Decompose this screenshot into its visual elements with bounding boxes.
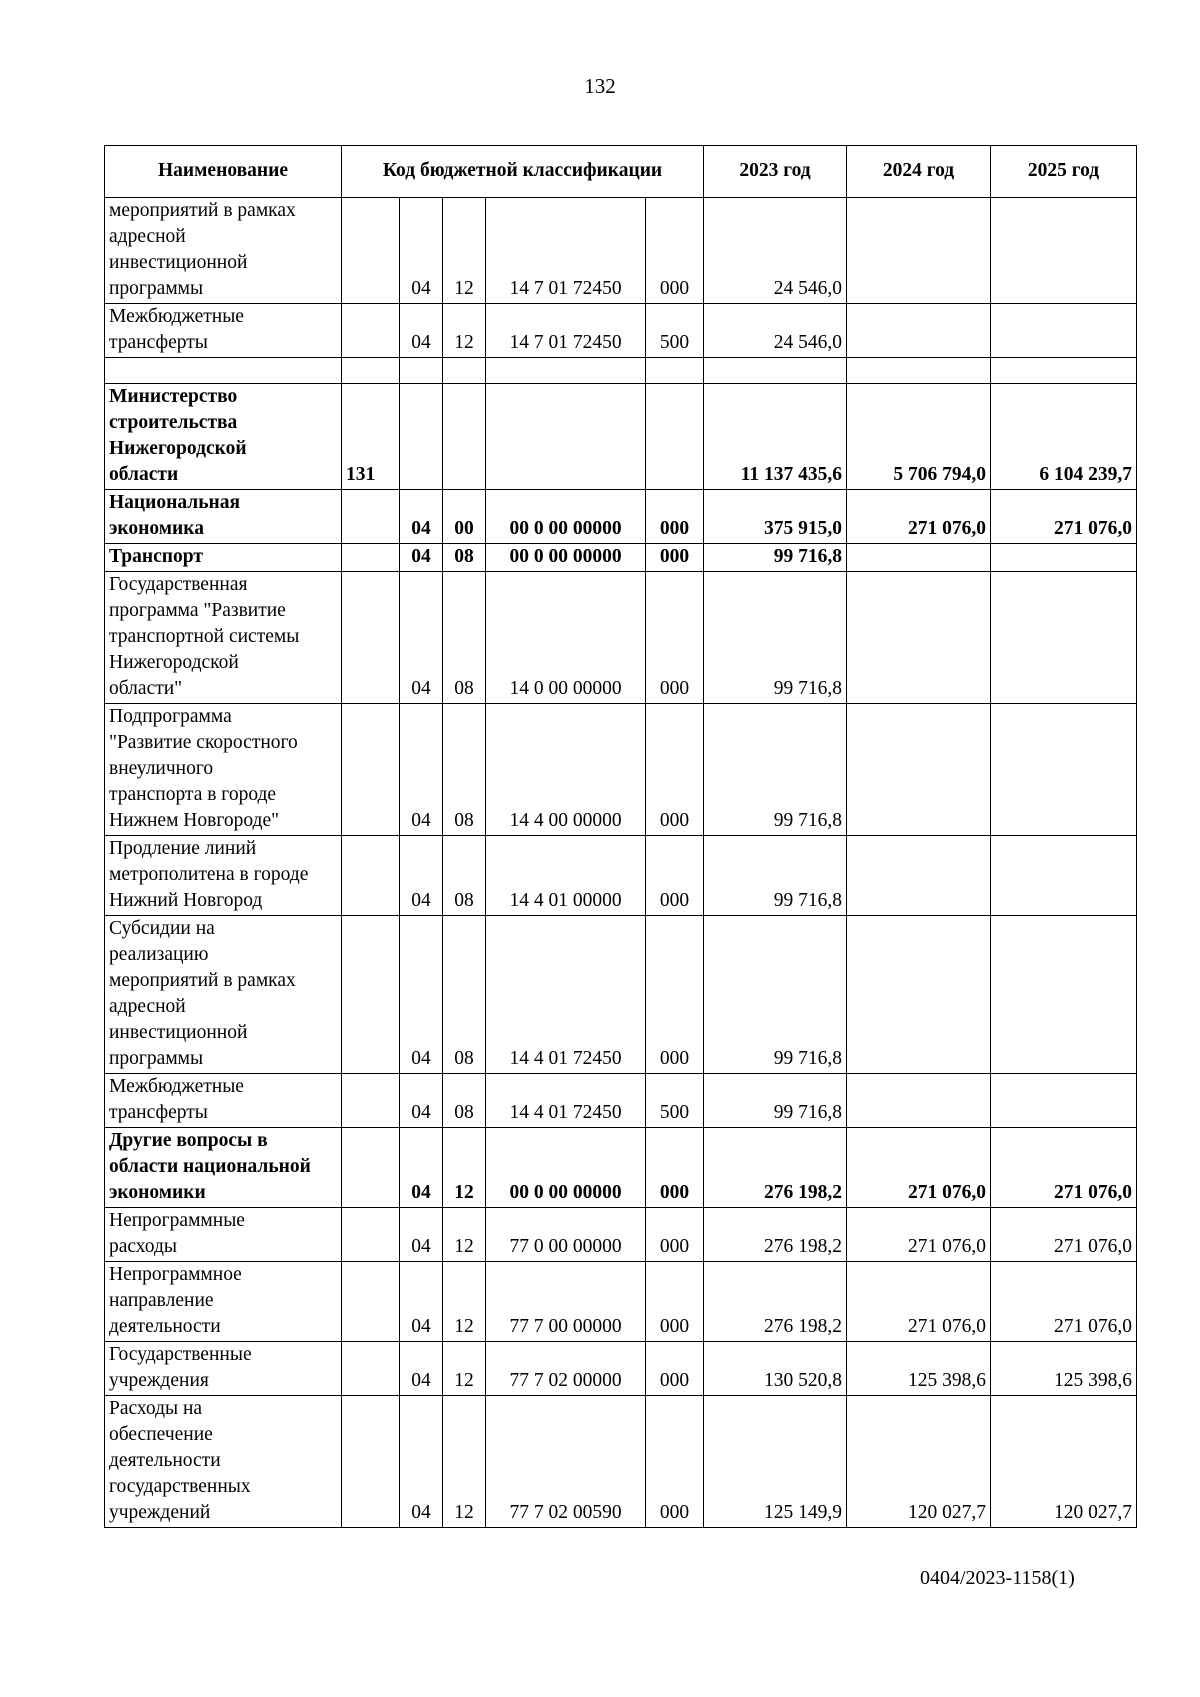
subsection-code: 12 [443,1208,486,1262]
amount-2025 [991,544,1137,572]
amount-2024: 271 076,0 [847,1262,991,1342]
table-row [105,1342,1137,1396]
table-row [105,1262,1137,1342]
expense-type-code: 500 [646,304,704,358]
row-name [105,198,342,304]
amount-2024: 5 706 794,0 [847,384,991,490]
subsection-code: 12 [443,304,486,358]
row-name [105,1262,342,1342]
amount-2025: 271 076,0 [991,1128,1137,1208]
target-article-code: 14 4 01 72450 [486,916,646,1074]
amount-2024: 271 076,0 [847,1208,991,1262]
amount-2023: 99 716,8 [704,704,847,836]
ministry-code [342,1074,400,1128]
ministry-code [342,572,400,704]
row-name-line: экономика [109,518,204,539]
row-name [105,916,342,1074]
ministry-code [342,704,400,836]
empty-cell [646,358,704,384]
amount-2023: 99 716,8 [704,544,847,572]
amount-2025 [991,836,1137,916]
table-row [105,198,1137,304]
amount-2024 [847,836,991,916]
row-name-line: мероприятий в рамках [109,970,296,991]
row-name [105,1074,342,1128]
row-name-line: Межбюджетные [109,306,244,327]
row-name-line: Нижегородской [109,438,247,459]
amount-2024 [847,916,991,1074]
expense-type-code: 000 [646,1262,704,1342]
target-article-code: 00 0 00 00000 [486,490,646,544]
target-article-code: 77 7 00 00000 [486,1262,646,1342]
expense-type-code [646,384,704,490]
row-name-line: Расходы на [109,1398,203,1419]
subsection-code: 08 [443,572,486,704]
ministry-code [342,1342,400,1396]
row-name [105,384,342,490]
row-name-line: программы [109,278,204,299]
expense-type-code: 000 [646,704,704,836]
amount-2024 [847,572,991,704]
target-article-code: 77 7 02 00000 [486,1342,646,1396]
section-code: 04 [400,1396,443,1528]
amount-2023: 99 716,8 [704,572,847,704]
amount-2023: 276 198,2 [704,1128,847,1208]
ministry-code [342,490,400,544]
row-name-line: программа "Развитие [109,600,286,621]
empty-cell [847,358,991,384]
amount-2024 [847,304,991,358]
amount-2023: 24 546,0 [704,198,847,304]
amount-2024 [847,198,991,304]
row-name-line: внеуличного [109,758,214,779]
row-name-line: адресной [109,226,186,247]
row-name-line: направление [109,1290,214,1311]
ministry-code [342,304,400,358]
row-name [105,544,342,572]
header-code: Код бюджетной классификации [342,146,704,198]
header-2024: 2024 год [847,146,991,198]
row-name-line: Транспорт [109,546,203,567]
row-name [105,1128,342,1208]
section-code: 04 [400,490,443,544]
subsection-code: 08 [443,544,486,572]
amount-2025: 271 076,0 [991,1262,1137,1342]
amount-2023: 24 546,0 [704,304,847,358]
row-name-line: области" [109,678,183,699]
amount-2025 [991,198,1137,304]
expense-type-code: 000 [646,544,704,572]
subsection-code: 12 [443,1128,486,1208]
row-name [105,1396,342,1528]
row-name-line: Нижнем Новгороде" [109,810,280,831]
amount-2023: 276 198,2 [704,1208,847,1262]
amount-2025 [991,1074,1137,1128]
amount-2025 [991,916,1137,1074]
amount-2024: 125 398,6 [847,1342,991,1396]
amount-2023: 130 520,8 [704,1342,847,1396]
ministry-code [342,544,400,572]
amount-2023: 125 149,9 [704,1396,847,1528]
empty-cell [486,358,646,384]
row-name-line: области [109,464,179,485]
table-row [105,358,1137,384]
amount-2024: 271 076,0 [847,490,991,544]
section-code: 04 [400,544,443,572]
row-name-line: мероприятий в рамках [109,200,296,221]
section-code: 04 [400,1262,443,1342]
table-row [105,1396,1137,1528]
expense-type-code: 000 [646,490,704,544]
amount-2025 [991,304,1137,358]
row-name-line: Субсидии на [109,918,215,939]
row-name-line: метрополитена в городе [109,864,309,885]
amount-2023: 99 716,8 [704,916,847,1074]
target-article-code: 14 7 01 72450 [486,304,646,358]
empty-cell [342,358,400,384]
row-name-line: обеспечение [109,1424,213,1445]
table-row [105,304,1137,358]
row-name-line: Нижний Новгород [109,890,263,911]
amount-2024: 120 027,7 [847,1396,991,1528]
row-name-line: области национальной [109,1156,311,1177]
ministry-code [342,1396,400,1528]
amount-2023: 99 716,8 [704,1074,847,1128]
header-name: Наименование [105,146,342,198]
row-name [105,490,342,544]
expense-type-code: 000 [646,916,704,1074]
target-article-code: 00 0 00 00000 [486,1128,646,1208]
subsection-code: 08 [443,916,486,1074]
ministry-code [342,836,400,916]
amount-2024: 271 076,0 [847,1128,991,1208]
expense-type-code: 000 [646,572,704,704]
subsection-code: 12 [443,1262,486,1342]
row-name-line: деятельности [109,1450,221,1471]
row-name-line: Национальная [109,492,241,513]
amount-2024 [847,1074,991,1128]
row-name [105,1208,342,1262]
amount-2024 [847,704,991,836]
row-name-line: Непрограммные [109,1210,245,1231]
row-name-line: строительства [109,412,238,433]
row-name-line: учреждений [109,1502,211,1523]
table-row [105,1208,1137,1262]
table-row [105,572,1137,704]
subsection-code: 12 [443,1342,486,1396]
expense-type-code: 000 [646,836,704,916]
amount-2025: 6 104 239,7 [991,384,1137,490]
section-code: 04 [400,916,443,1074]
row-name-line: расходы [109,1236,178,1257]
row-name-line: реализацию [109,944,209,965]
subsection-code: 08 [443,1074,486,1128]
amount-2025 [991,704,1137,836]
section-code: 04 [400,572,443,704]
row-name [105,304,342,358]
expense-type-code: 000 [646,198,704,304]
empty-cell [704,358,847,384]
subsection-code: 08 [443,704,486,836]
row-name-line: трансферты [109,332,208,353]
expense-type-code: 000 [646,1208,704,1262]
target-article-code: 14 4 01 72450 [486,1074,646,1128]
table-row [105,704,1137,836]
ministry-code [342,198,400,304]
row-name-line: Межбюджетные [109,1076,244,1097]
target-article-code: 14 4 00 00000 [486,704,646,836]
row-name [105,704,342,836]
row-name-line: "Развитие скоростного [109,732,298,753]
row-name-line: учреждения [109,1370,209,1391]
row-name-line: Продление линий [109,838,257,859]
target-article-code: 14 4 01 00000 [486,836,646,916]
table-row [105,916,1137,1074]
amount-2024 [847,544,991,572]
table-row [105,490,1137,544]
amount-2025: 271 076,0 [991,1208,1137,1262]
amount-2025: 271 076,0 [991,490,1137,544]
row-name-line: инвестиционной [109,252,248,273]
target-article-code: 00 0 00 00000 [486,544,646,572]
document-code: 0404/2023-1158(1) [920,1567,1075,1589]
target-article-code: 77 0 00 00000 [486,1208,646,1262]
expense-type-code: 500 [646,1074,704,1128]
expense-type-code: 000 [646,1128,704,1208]
target-article-code: 14 0 00 00000 [486,572,646,704]
header-2023: 2023 год [704,146,847,198]
row-name [105,572,342,704]
subsection-code: 12 [443,198,486,304]
row-name-line: инвестиционной [109,1022,248,1043]
row-name-line: Нижегородской [109,652,239,673]
subsection-code: 00 [443,490,486,544]
ministry-code [342,916,400,1074]
row-name-line: государственных [109,1476,251,1497]
row-name-line: Государственные [109,1344,252,1365]
section-code: 04 [400,836,443,916]
table-row [105,544,1137,572]
empty-cell [443,358,486,384]
table-header-row [105,146,1137,198]
target-article-code: 14 7 01 72450 [486,198,646,304]
section-code: 04 [400,304,443,358]
table-row [105,836,1137,916]
row-name-line: трансферты [109,1102,208,1123]
table-row [105,1074,1137,1128]
row-name-line: транспортной системы [109,626,300,647]
table-body [105,198,1137,1528]
amount-2025: 125 398,6 [991,1342,1137,1396]
section-code: 04 [400,1342,443,1396]
row-name-line: Министерство [109,386,238,407]
subsection-code [443,384,486,490]
ministry-code [342,1208,400,1262]
row-name-line: Другие вопросы в [109,1130,268,1151]
table-row [105,384,1137,490]
table-row [105,1128,1137,1208]
page-number: 132 [584,74,616,98]
amount-2023: 375 915,0 [704,490,847,544]
target-article-code: 77 7 02 00590 [486,1396,646,1528]
amount-2023: 11 137 435,6 [704,384,847,490]
amount-2025 [991,572,1137,704]
section-code: 04 [400,1128,443,1208]
target-article-code [486,384,646,490]
row-name [105,836,342,916]
empty-cell [105,358,342,384]
empty-cell [991,358,1137,384]
amount-2025: 120 027,7 [991,1396,1137,1528]
ministry-code [342,1128,400,1208]
row-name-line: адресной [109,996,186,1017]
row-name-line: Непрограммное [109,1264,242,1285]
section-code: 04 [400,198,443,304]
subsection-code: 12 [443,1396,486,1528]
amount-2023: 99 716,8 [704,836,847,916]
row-name [105,1342,342,1396]
expense-type-code: 000 [646,1342,704,1396]
ministry-code: 131 [342,384,400,490]
section-code: 04 [400,1208,443,1262]
amount-2023: 276 198,2 [704,1262,847,1342]
section-code: 04 [400,704,443,836]
row-name-line: Государственная [109,574,248,595]
empty-cell [400,358,443,384]
ministry-code [342,1262,400,1342]
row-name-line: деятельности [109,1316,221,1337]
expense-type-code: 000 [646,1396,704,1528]
row-name-line: программы [109,1048,204,1069]
row-name-line: транспорта в городе [109,784,277,805]
subsection-code: 08 [443,836,486,916]
section-code: 04 [400,1074,443,1128]
header-2025: 2025 год [991,146,1137,198]
row-name-line: экономики [109,1182,206,1203]
section-code [400,384,443,490]
row-name-line: Подпрограмма [109,706,232,727]
budget-table [104,145,1137,1528]
